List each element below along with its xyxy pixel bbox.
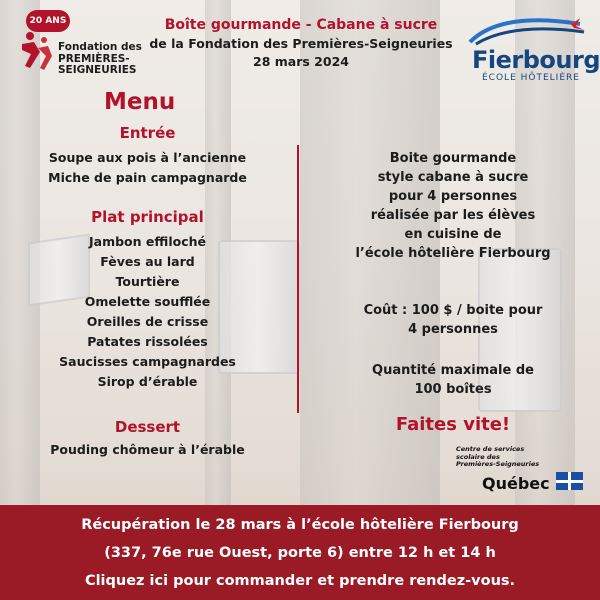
quebec-wordmark: Québec [482,474,550,493]
menu-item: Pouding chômeur à l’érable [50,442,245,457]
page-subtitle: de la Fondation des Premières-Seigneuries [149,36,453,51]
menu-item: Oreilles de crisse [86,314,209,329]
menu-item: Sirop d’érable [97,374,198,389]
box-cost: Coût : 100 $ / boite pour 4 personnes [363,303,543,337]
menu-item: Omelette soufflée [84,294,211,309]
title-block [145,16,457,71]
menu-item: Jambon effiloché [89,234,206,249]
swoosh-icon [462,14,592,48]
section-dessert: Dessert [114,418,181,436]
event-date: 28 mars 2024 [253,54,349,69]
menu-item: Tourtière [115,274,180,289]
section-plat-principal: Plat principal [91,208,204,226]
call-to-action: Faites vite! [395,414,511,435]
box-description: Boite gourmande style cabane à sucre pour 4 personnes réalisée par les élèves en cuisine de l’école hôtelière Fierbourg [355,151,551,261]
menu-item: Soupe aux pois à l’ancienne [48,150,247,165]
section-entree: Entrée [119,124,176,142]
fierbourg-subtitle: ÉCOLE HÔTELIÈRE [482,73,580,83]
box-quantity: Quantité maximale de 100 boîtes [372,363,534,397]
footer-banner[interactable] [0,505,600,600]
pickup-info: Récupération le 28 mars à l’école hôtelière Fierbourg [81,517,519,533]
menu-item: Patates rissolées [87,334,208,349]
column-divider [297,145,299,413]
menu-title: Menu [104,89,176,115]
fondation-logo [12,10,147,80]
fierbourg-logo [462,14,600,84]
quebec-css-logo: Centre de services scolaire des Premières-Seigneuries Québec [456,446,586,496]
address-info: (337, 76e rue Ouest, porte 6) entre 12 h et 14 h [104,545,496,561]
menu-item: Fèves au lard [100,254,195,269]
header [0,0,600,90]
fierbourg-name: Fierbourg [472,46,600,74]
anniversary-badge: 20 ANS [26,10,70,32]
fondation-logo-text: Fondation des PREMIÈRES- SEIGNEURIES [58,41,142,76]
menu-item: Miche de pain campagnarde [48,170,247,185]
menu-item: Saucisses campagnardes [59,354,236,369]
figures-icon [16,28,56,74]
page-title: Boîte gourmande - Cabane à sucre [164,17,438,33]
quebec-flag-icon [556,472,583,490]
order-link[interactable]: Cliquez ici pour commander et prendre rendez-vous. [84,573,516,589]
